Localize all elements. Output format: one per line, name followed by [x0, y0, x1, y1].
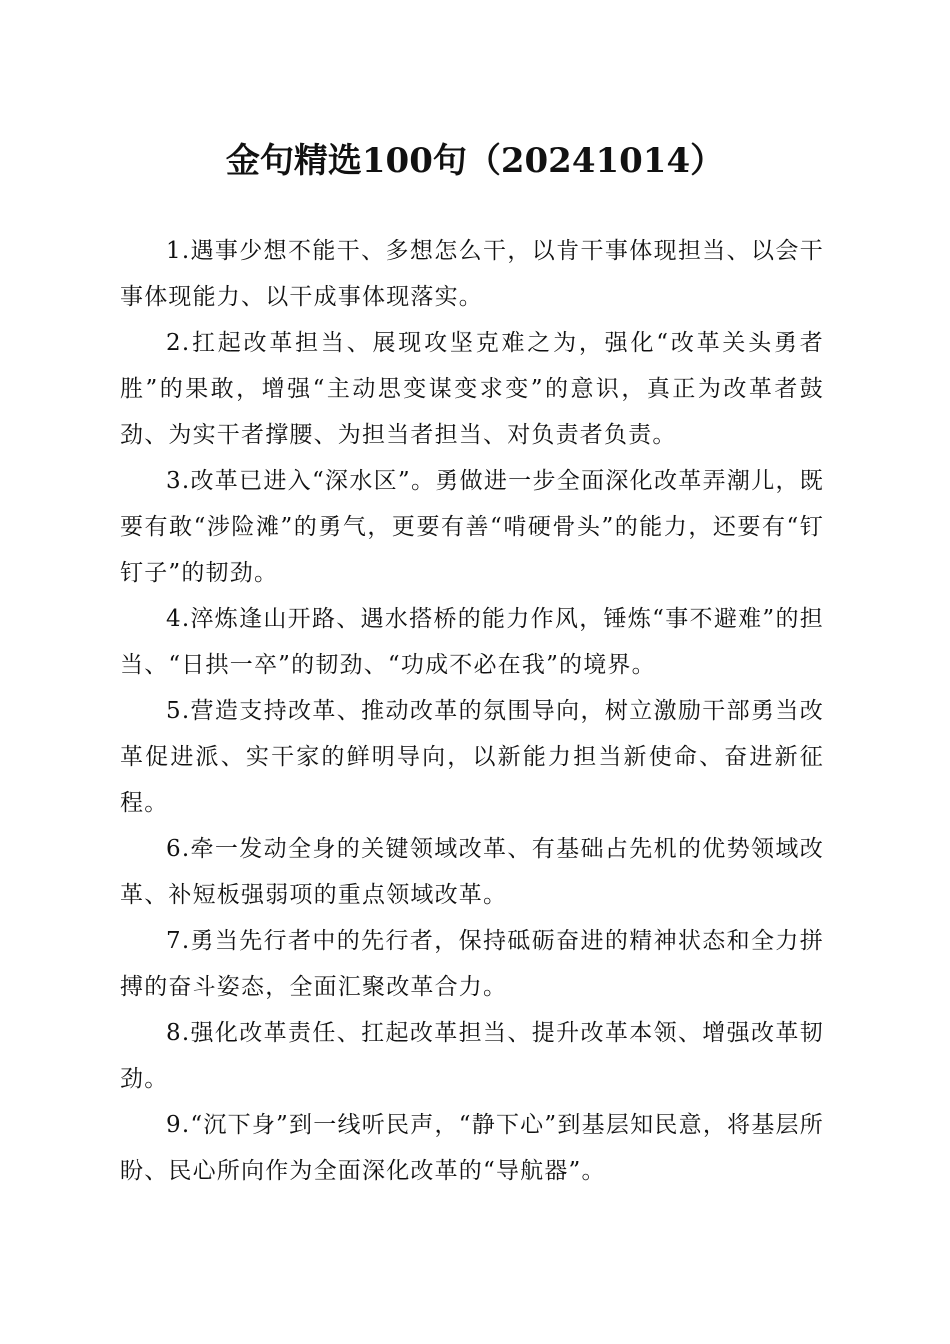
document-title: 金句精选100句（20241014）	[225, 141, 725, 181]
paragraph-9: 9.“沉下身”到一线听民声，“静下心”到基层知民意，将基层所盼、民心所向作为全面深化改革的“导航器”。	[120, 1112, 824, 1184]
paragraph-8: 8.强化改革责任、扛起改革担当、提升改革本领、增强改革韧劲。	[120, 1020, 824, 1092]
document-body	[120, 228, 824, 1194]
paragraph-4: 4.淬炼逢山开路、遇水搭桥的能力作风，锤炼“事不避难”的担当、“日拱一卒”的韧劲、“功成不必在我”的境界。	[120, 606, 824, 678]
paragraph-6: 6.牵一发动全身的关键领域改革、有基础占先机的优势领域改革、补短板强弱项的重点领域改革。	[120, 836, 824, 908]
paragraph-2: 2.扛起改革担当、展现攻坚克难之为，强化“改革关头勇者胜”的果敢，增强“主动思变谋变求变”的意识，真正为改革者鼓劲、为实干者撑腰、为担当者担当、对负责者负责。	[120, 330, 824, 448]
paragraph-5: 5.营造支持改革、推动改革的氛围导向，树立激励干部勇当改革促进派、实干家的鲜明导向，以新能力担当新使命、奋进新征程。	[120, 698, 824, 816]
paragraph-1: 1.遇事少想不能干、多想怎么干，以肯干事体现担当、以会干事体现能力、以干成事体现落实。	[120, 238, 824, 310]
paragraph-3: 3.改革已进入“深水区”。勇做进一步全面深化改革弄潮儿，既要有敢“涉险滩”的勇气，更要有善“啃硬骨头”的能力，还要有“钉钉子”的韧劲。	[120, 468, 824, 586]
paragraph-7: 7.勇当先行者中的先行者，保持砥砺奋进的精神状态和全力拼搏的奋斗姿态，全面汇聚改革合力。	[120, 928, 824, 1000]
